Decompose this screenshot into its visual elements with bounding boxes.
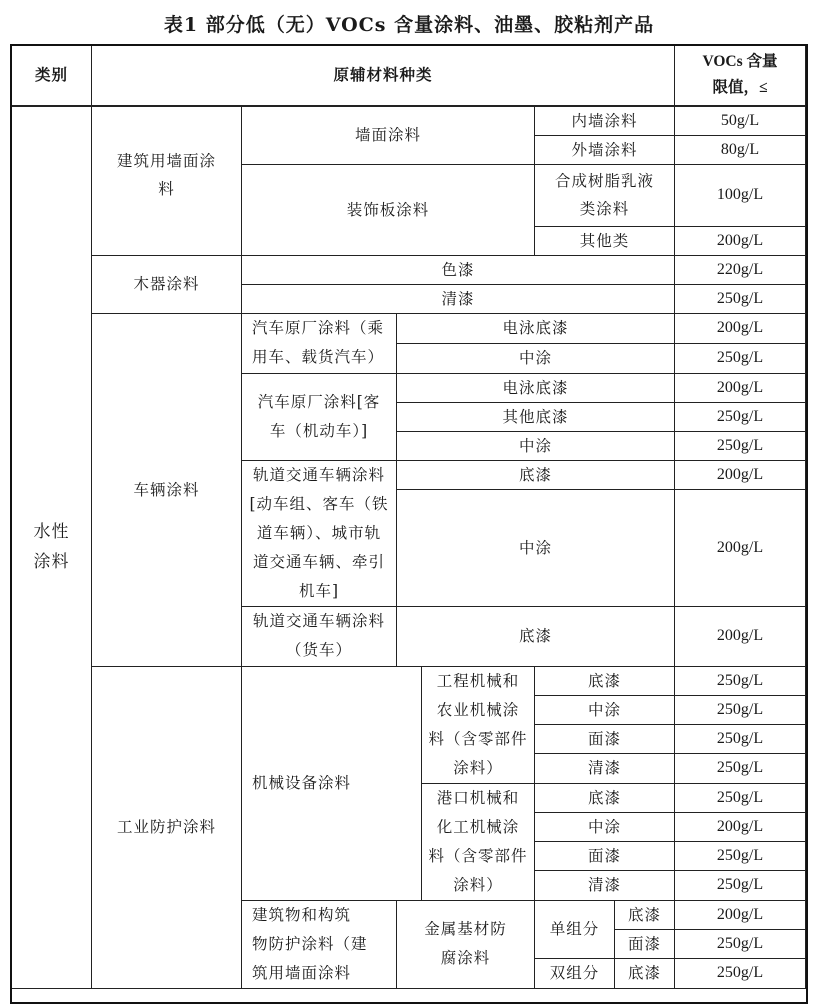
value-cell: 250g/L xyxy=(675,343,806,373)
value-cell: 250g/L xyxy=(675,842,806,871)
value-cell: 250g/L xyxy=(675,695,806,724)
item-primer: 底漆 xyxy=(535,783,675,812)
value-cell: 100g/L xyxy=(675,164,806,226)
header-limit: VOCs 含量 限值，≤ xyxy=(675,46,806,106)
value-cell: 200g/L xyxy=(675,606,806,666)
value-cell: 250g/L xyxy=(675,754,806,783)
sub-eng: 工程机械和 农业机械涂 料（含零部件 涂料） xyxy=(422,666,535,783)
sub-rail-2: 轨道交通车辆涂料 （货车） xyxy=(242,606,397,666)
item-ed-primer: 电泳底漆 xyxy=(397,373,675,402)
item-other-type: 其他类 xyxy=(535,226,675,255)
table-row xyxy=(12,255,806,284)
value-cell: 250g/L xyxy=(675,402,806,431)
item-clear: 清漆 xyxy=(535,754,675,783)
sub-metal: 金属基材防 腐涂料 xyxy=(397,900,535,988)
item-exterior: 外墙涂料 xyxy=(535,135,675,164)
value-cell: 250g/L xyxy=(675,284,806,313)
sub-oem-car: 汽车原厂涂料（乘 用车、载货汽车） xyxy=(242,313,397,373)
sub-double: 双组分 xyxy=(535,959,615,988)
item-mid: 中涂 xyxy=(535,695,675,724)
sub-build-protect: 建筑物和构筑 物防护涂料（建 筑用墙面涂料 xyxy=(242,900,397,988)
value-cell: 200g/L xyxy=(675,226,806,255)
item-clear: 清漆 xyxy=(535,871,675,900)
header-row xyxy=(12,46,806,106)
value-cell: 200g/L xyxy=(675,460,806,489)
item-resin: 合成树脂乳液 类涂料 xyxy=(535,164,675,226)
item-primer: 底漆 xyxy=(615,900,675,929)
item-clear: 清漆 xyxy=(242,284,675,313)
value-cell: 250g/L xyxy=(675,666,806,695)
sub-rail-1: 轨道交通车辆涂料 [动车组、客车（铁 道车辆）、城市轨 道交通车辆、牵引 机车] xyxy=(242,460,397,606)
group-building: 建筑用墙面涂 料 xyxy=(92,106,242,256)
table-title: 表1 部分低（无）VOCs 含量涂料、油墨、胶粘剂产品 xyxy=(163,14,655,36)
category-water: 水性 涂料 xyxy=(12,106,92,989)
value-cell: 250g/L xyxy=(675,725,806,754)
value-cell: 250g/L xyxy=(675,431,806,460)
sub-wall: 墙面涂料 xyxy=(242,106,535,165)
item-primer: 底漆 xyxy=(397,606,675,666)
value-cell: 250g/L xyxy=(675,783,806,812)
value-cell: 80g/L xyxy=(675,135,806,164)
item-mid: 中涂 xyxy=(397,343,675,373)
sub-oem-bus: 汽车原厂涂料[客 车（机动车）] xyxy=(242,373,397,460)
value-cell: 200g/L xyxy=(675,313,806,343)
group-wood: 木器涂料 xyxy=(92,255,242,313)
value-cell: 200g/L xyxy=(675,489,806,606)
item-other-primer: 其他底漆 xyxy=(397,402,675,431)
group-industrial: 工业防护涂料 xyxy=(92,666,242,988)
value-cell: 200g/L xyxy=(675,900,806,929)
item-ed-primer: 电泳底漆 xyxy=(397,313,675,343)
value-cell: 250g/L xyxy=(675,959,806,988)
table-row xyxy=(12,313,806,343)
item-primer: 底漆 xyxy=(535,666,675,695)
item-mid: 中涂 xyxy=(397,489,675,606)
sub-panel: 装饰板涂料 xyxy=(242,164,535,255)
value-cell: 250g/L xyxy=(675,871,806,900)
item-top: 面漆 xyxy=(535,842,675,871)
item-color: 色漆 xyxy=(242,255,675,284)
item-primer: 底漆 xyxy=(397,460,675,489)
header-material: 原辅材料种类 xyxy=(92,46,675,106)
value-cell: 200g/L xyxy=(675,812,806,841)
item-top: 面漆 xyxy=(615,929,675,958)
item-mid: 中涂 xyxy=(397,431,675,460)
value-cell: 50g/L xyxy=(675,106,806,136)
value-cell: 220g/L xyxy=(675,255,806,284)
item-interior: 内墙涂料 xyxy=(535,106,675,136)
item-top: 面漆 xyxy=(535,725,675,754)
sub-machinery: 机械设备涂料 xyxy=(242,666,422,900)
table-row xyxy=(12,106,806,136)
group-vehicle: 车辆涂料 xyxy=(92,313,242,666)
item-primer: 底漆 xyxy=(615,959,675,988)
value-cell: 250g/L xyxy=(675,929,806,958)
table-row xyxy=(12,666,806,695)
vocs-table xyxy=(11,45,806,989)
sub-port: 港口机械和 化工机械涂 料（含零部件 涂料） xyxy=(422,783,535,900)
header-category: 类别 xyxy=(12,46,92,106)
item-mid: 中涂 xyxy=(535,812,675,841)
sub-single: 单组分 xyxy=(535,900,615,959)
value-cell: 200g/L xyxy=(675,373,806,402)
